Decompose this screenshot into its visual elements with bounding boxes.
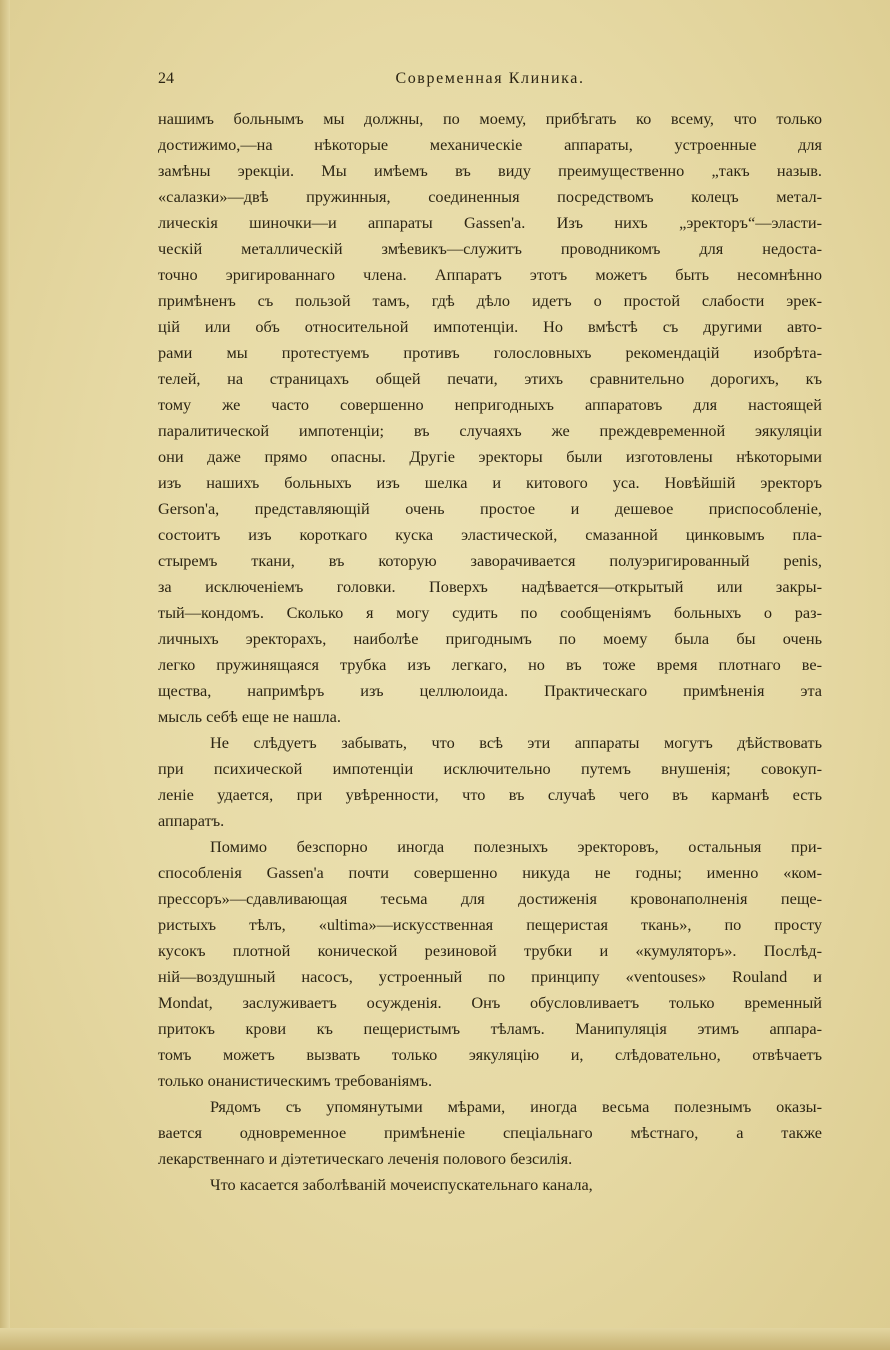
text-line: Gerson'а, представляющій очень простое и дешевое приспособленіе, bbox=[158, 499, 822, 518]
text-line: щества, напримѣръ изъ целлюлоида. Практическаго примѣненія эта bbox=[158, 681, 822, 700]
text-line: Mondat, заслуживаетъ осужденія. Онъ обусловливаетъ только временный bbox=[158, 993, 822, 1012]
text-line: личныхъ эректорахъ, наиболѣе пригоднымъ по моему была бы очень bbox=[158, 629, 822, 648]
text-line: способленія Gassen'а почти совершенно никуда не годны; именно «ком- bbox=[158, 863, 822, 882]
text-line: кусокъ плотной конической резиновой трубки и «кумуляторъ». Послѣд- bbox=[158, 941, 822, 960]
text-line: тому же часто совершенно непригодныхъ аппаратовъ для настоящей bbox=[158, 395, 822, 414]
text-line: вается одновременное примѣненіе спеціальнаго мѣстнаго, а также bbox=[158, 1123, 822, 1142]
text-line: Не слѣдуетъ забывать, что всѣ эти аппараты могутъ дѣйствовать bbox=[210, 733, 822, 752]
text-line: паралитической импотенціи; въ случаяхъ же преждевременной эякуляціи bbox=[158, 421, 822, 440]
text-line: леніе удается, при увѣренности, что въ случаѣ чего въ карманѣ есть bbox=[158, 785, 822, 804]
text-line: лическія шиночки—и аппараты Gassen'а. Изъ нихъ „эректоръ“—эласти- bbox=[158, 213, 822, 232]
text-line: Что касается заболѣваній мочеиспускательнаго канала, bbox=[210, 1175, 593, 1194]
text-line: состоитъ изъ короткаго куска эластической, смазанной цинковымъ пла- bbox=[158, 525, 822, 544]
text-line: Помимо безспорно иногда полезныхъ эректоровъ, остальныя при- bbox=[210, 837, 822, 856]
text-line: при психической импотенціи исключительно путемъ внушенія; совокуп- bbox=[158, 759, 822, 778]
text-line: притокъ крови къ пещеристымъ тѣламъ. Манипуляція этимъ аппара- bbox=[158, 1019, 822, 1038]
page-number: 24 bbox=[158, 70, 174, 87]
text-line: точно эригированнаго члена. Аппаратъ этотъ можетъ быть несомнѣнно bbox=[158, 265, 822, 284]
text-line: томъ можетъ вызвать только эякуляцію и, слѣдовательно, отвѣчаетъ bbox=[158, 1045, 822, 1064]
text-line: достижимо,—на нѣкоторые механическіе аппараты, устроенные для bbox=[158, 135, 822, 154]
text-line: прессоръ»—сдавливающая тесьма для достиженія кровонаполненія пеще- bbox=[158, 889, 822, 908]
text-line: мысль себѣ еще не нашла. bbox=[158, 707, 341, 726]
running-title: Современная Клиника. bbox=[395, 70, 585, 87]
text-line: замѣны эрекціи. Мы имѣемъ въ виду преимущественно „такъ назыв. bbox=[158, 161, 822, 180]
text-line: ристыхъ тѣлъ, «ultima»—искусственная пещеристая ткань», по просту bbox=[158, 915, 822, 934]
text-line: рами мы протестуемъ противъ голословныхъ рекомендацій изобрѣта- bbox=[158, 343, 822, 362]
text-line: изъ нашихъ больныхъ изъ шелка и китового уса. Новѣйшій эректоръ bbox=[158, 473, 822, 492]
text-line: телей, на страницахъ общей печати, этихъ сравнительно дорогихъ, къ bbox=[158, 369, 822, 388]
page-edge-shadow-left bbox=[0, 0, 10, 1350]
text-line: нашимъ больнымъ мы должны, по моему, прибѣгать ко всему, что только bbox=[158, 109, 822, 128]
text-line: стыремъ ткани, въ которую заворачивается полуэригированный penis, bbox=[158, 551, 822, 570]
text-line: ческій металлическій змѣевикъ—служитъ проводникомъ для недоста- bbox=[158, 239, 822, 258]
text-line: тый—кондомъ. Сколько я могу судить по сообщеніямъ больныхъ о раз- bbox=[158, 603, 822, 622]
page-header bbox=[158, 70, 822, 94]
text-line: они даже прямо опасны. Другіе эректоры были изготовлены нѣкоторыми bbox=[158, 447, 822, 466]
text-line: лекарственнаго и діэтетическаго леченія полового безсилія. bbox=[158, 1149, 573, 1168]
text-line: ній—воздушный насосъ, устроенный по принципу «ventouses» Rouland и bbox=[158, 967, 822, 986]
text-line: примѣненъ съ пользой тамъ, гдѣ дѣло идетъ о простой слабости эрек- bbox=[158, 291, 822, 310]
text-line: «салазки»—двѣ пружинныя, соединенныя посредствомъ колецъ метал- bbox=[158, 187, 822, 206]
text-line: легко пружинящаяся трубка изъ легкаго, но въ тоже время плотнаго ве- bbox=[158, 655, 822, 674]
text-line: только онанистическимъ требованіямъ. bbox=[158, 1071, 433, 1090]
text-line: за исключеніемъ головки. Поверхъ надѣвается—открытый или закры- bbox=[158, 577, 822, 596]
page-edge-shadow-bottom bbox=[0, 1328, 890, 1350]
text-line: Рядомъ съ упомянутыми мѣрами, иногда весьма полезнымъ оказы- bbox=[210, 1097, 822, 1116]
text-line: цій или объ относительной импотенціи. Но вмѣстѣ съ другими авто- bbox=[158, 317, 822, 336]
text-line: аппаратъ. bbox=[158, 811, 225, 830]
body-text bbox=[158, 106, 822, 1198]
